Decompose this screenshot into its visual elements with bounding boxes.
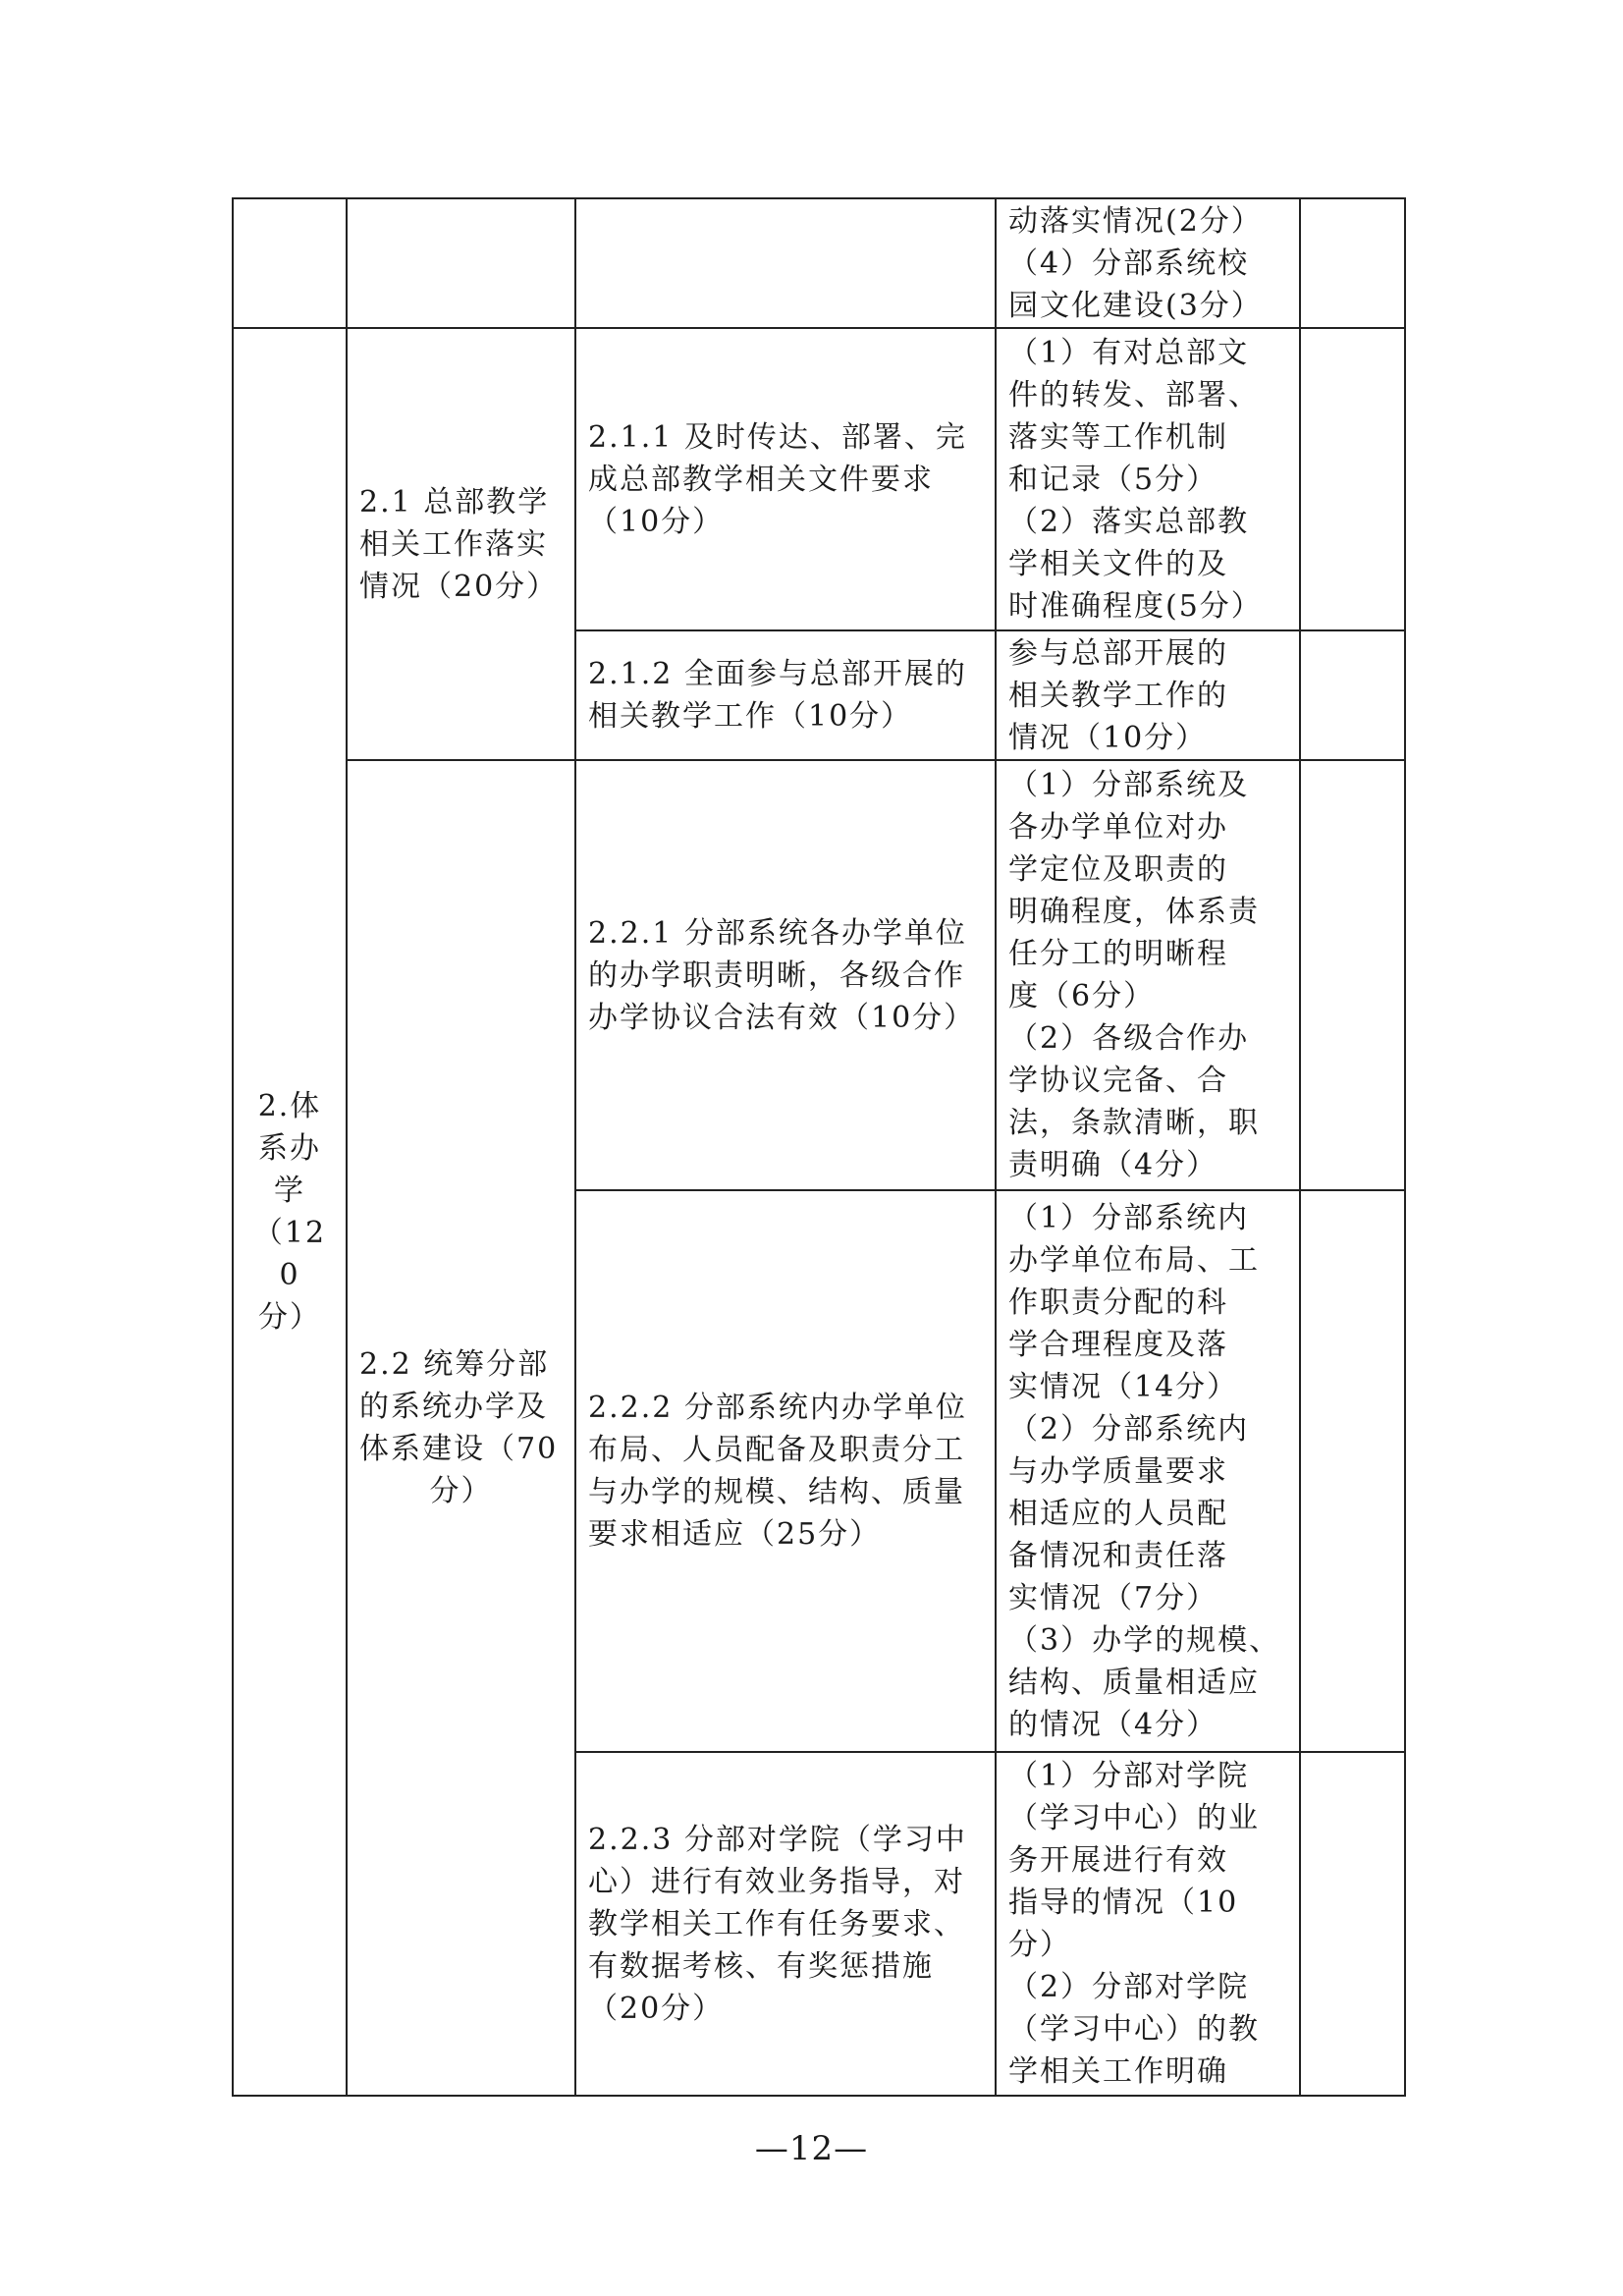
criteria-line: 学合理程度及落 [1008, 1327, 1228, 1362]
criteria-line: 度（6分） [1008, 979, 1156, 1013]
criteria-line: （2）各级合作办 [1008, 1021, 1250, 1056]
indicator-line: 2.2.3 分部对学院（学习中 [588, 1822, 967, 1857]
criteria-line: 时准确程度(5分） [1008, 588, 1263, 624]
score-cell [1300, 198, 1405, 328]
indicator-cell-empty [575, 198, 996, 328]
sub-item-line: 相关工作落实 [359, 526, 548, 562]
indicator-line: （10分） [588, 504, 725, 539]
criteria-line: 学相关工作明确 [1008, 2054, 1228, 2089]
criteria-line: （1）分部系统及 [1008, 768, 1250, 802]
criteria-line: 作职责分配的科 [1008, 1285, 1228, 1320]
criteria-line: 明确程度，体系责 [1008, 895, 1260, 929]
score-cell [1300, 1752, 1405, 2096]
indicator-line: 成总部教学相关文件要求 [588, 462, 934, 497]
category-cell-empty [233, 198, 347, 328]
criteria-line: 务开展进行有效 [1008, 1843, 1228, 1878]
table-row [233, 760, 1405, 1190]
criteria-line: 情况（10分） [1008, 720, 1208, 755]
criteria-line: （4）分部系统校 [1008, 246, 1250, 281]
sub-item-line: 2.2 统筹分部 [359, 1347, 550, 1382]
criteria-line: 与办学质量要求 [1008, 1453, 1228, 1489]
category-line: 分） [258, 1300, 321, 1335]
criteria-cell [996, 1190, 1300, 1752]
indicator-line: 2.1.1 及时传达、部署、完 [588, 419, 967, 455]
criteria-line: 动落实情况(2分） [1008, 203, 1263, 239]
criteria-line: 结构、质量相适应 [1008, 1665, 1260, 1700]
sub-item-cell [347, 760, 575, 2096]
sub-item-line: 的系统办学及 [359, 1390, 548, 1424]
criteria-cell [996, 1752, 1300, 2096]
indicator-line: 2.2.2 分部系统内办学单位 [588, 1391, 967, 1425]
table-row [233, 328, 1405, 630]
criteria-line: （2）分部系统内 [1008, 1411, 1250, 1447]
criteria-line: 和记录（5分） [1008, 462, 1218, 497]
criteria-line: 相关教学工作的 [1008, 678, 1228, 713]
criteria-line: 相适应的人员配 [1008, 1496, 1228, 1531]
criteria-line: （3）办学的规模、 [1008, 1622, 1281, 1658]
evaluation-table [232, 197, 1406, 2097]
criteria-line: 学协议完备、合 [1008, 1064, 1228, 1098]
indicator-cell [575, 328, 996, 630]
category-cell [233, 328, 347, 2096]
criteria-line: 件的转发、部署、 [1008, 377, 1260, 412]
sub-item-line: 分） [429, 1474, 493, 1508]
indicator-line: 2.2.1 分部系统各办学单位 [588, 915, 967, 951]
score-cell [1300, 630, 1405, 760]
category-line: 学 [274, 1174, 305, 1208]
sub-item-line: 2.1 总部教学 [359, 484, 550, 519]
criteria-line: （2）落实总部教 [1008, 504, 1250, 539]
score-cell [1300, 1190, 1405, 1752]
criteria-line: 实情况（14分） [1008, 1369, 1239, 1404]
criteria-cell [996, 198, 1300, 328]
criteria-cell [996, 630, 1300, 760]
criteria-line: 学相关文件的及 [1008, 546, 1228, 581]
criteria-line: 园文化建设(3分） [1008, 288, 1263, 323]
indicator-cell [575, 630, 996, 760]
indicator-line: 相关教学工作（10分） [588, 699, 913, 734]
sub-item-line: 情况（20分） [359, 569, 559, 604]
criteria-line: 参与总部开展的 [1008, 635, 1228, 671]
indicator-line: 2.1.2 全面参与总部开展的 [588, 657, 967, 691]
category-line: （120 [252, 1216, 327, 1292]
indicator-cell [575, 1190, 996, 1752]
sub-item-cell [347, 328, 575, 760]
category-line: 2.体 [257, 1089, 322, 1123]
criteria-line: 法，条款清晰，职 [1008, 1106, 1260, 1140]
sub-item-line: 体系建设（70 [359, 1432, 559, 1466]
criteria-line: 备情况和责任落 [1008, 1538, 1228, 1573]
indicator-line: 心）进行有效业务指导，对 [588, 1864, 965, 1899]
indicator-cell [575, 760, 996, 1190]
indicator-line: 与办学的规模、结构、质量 [588, 1475, 965, 1509]
criteria-line: 责明确（4分） [1008, 1148, 1218, 1182]
criteria-line: （1）分部系统内 [1008, 1200, 1250, 1235]
criteria-line: （1）分部对学院 [1008, 1759, 1250, 1793]
criteria-line: 学定位及职责的 [1008, 852, 1228, 887]
criteria-line: 分） [1008, 1928, 1071, 1962]
indicator-line: 要求相适应（25分） [588, 1517, 882, 1552]
indicator-line: 的办学职责明晰，各级合作 [588, 957, 965, 993]
criteria-line: （2）分部对学院 [1008, 1970, 1250, 2004]
criteria-line: （学习中心）的教 [1008, 2012, 1260, 2047]
indicator-line: 办学协议合法有效（10分） [588, 1000, 976, 1035]
indicator-line: （20分） [588, 1991, 725, 2026]
criteria-line: （学习中心）的业 [1008, 1801, 1260, 1835]
criteria-line: 指导的情况（10 [1008, 1886, 1239, 1920]
criteria-cell [996, 328, 1300, 630]
table-row [233, 198, 1405, 328]
criteria-line: 办学单位布局、工 [1008, 1242, 1260, 1278]
criteria-line: 落实等工作机制 [1008, 419, 1228, 455]
criteria-line: 实情况（7分） [1008, 1580, 1218, 1615]
indicator-line: 有数据考核、有奖惩措施 [588, 1948, 934, 1984]
indicator-cell [575, 1752, 996, 2096]
criteria-line: （1）有对总部文 [1008, 335, 1250, 370]
score-cell [1300, 760, 1405, 1190]
criteria-line: 各办学单位对办 [1008, 810, 1228, 845]
page-number: —12— [754, 2129, 869, 2168]
indicator-line: 布局、人员配备及职责分工 [588, 1433, 965, 1467]
sub-item-cell-empty [347, 198, 575, 328]
criteria-line: 任分工的明晰程 [1008, 937, 1228, 971]
indicator-line: 教学相关工作有任务要求、 [588, 1906, 965, 1941]
criteria-line: 的情况（4分） [1008, 1707, 1218, 1742]
category-line: 系办 [258, 1131, 321, 1166]
criteria-cell [996, 760, 1300, 1190]
score-cell [1300, 328, 1405, 630]
